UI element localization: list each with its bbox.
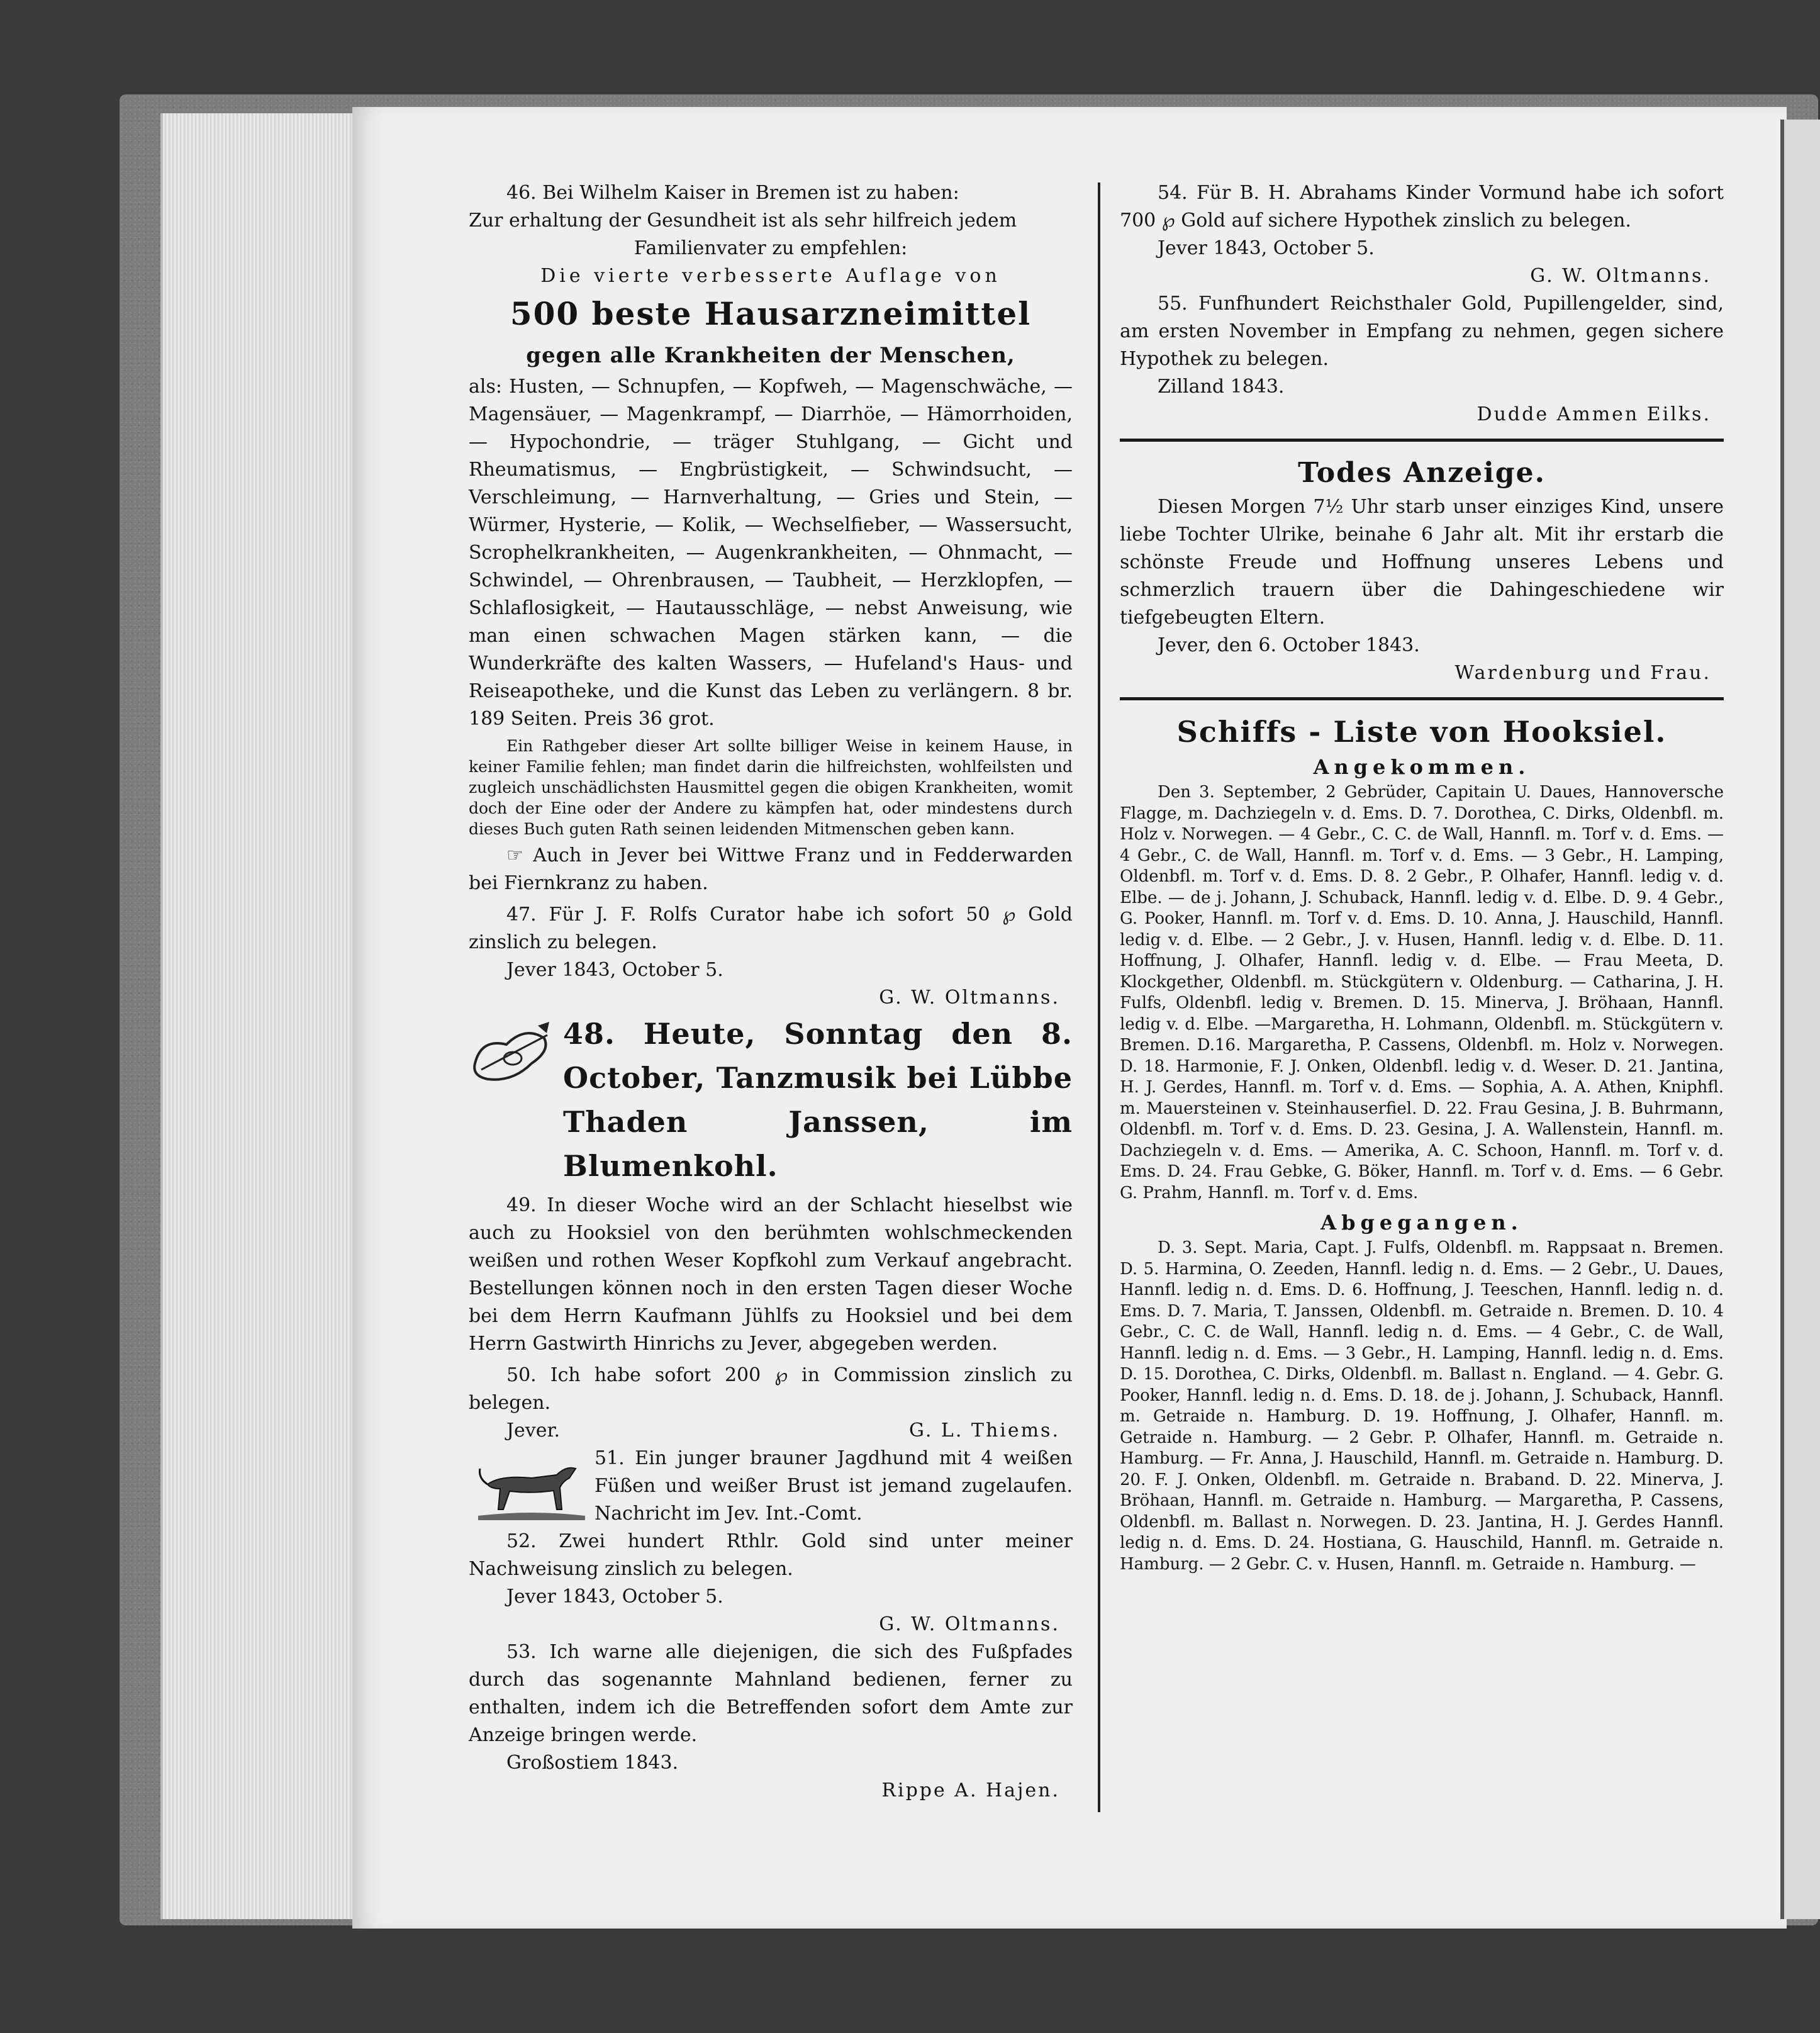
ad-50-signature: G. L. Thiems. (908, 1420, 1060, 1442)
column-divider (1098, 182, 1100, 1812)
ad-55 (1120, 290, 1724, 428)
ad-55-place: Zilland 1843. (1158, 376, 1285, 398)
page-edges (160, 113, 371, 1919)
next-page-edge (1780, 120, 1820, 1919)
ad-47-place: Jever 1843, October 5. (506, 959, 723, 981)
death-notice-text: Diesen Morgen 7½ Uhr starb unser einziges Kind, unsere liebe Tochter Ulrike, beinahe 6 Jahr alt. Mit ihr erstarb die schönste Freude und Hoffnung unseres Lebens und schmerzlich trauern über die Dahingeschiedene wir tiefgebeugten Eltern. (1120, 496, 1724, 629)
right-column (1120, 179, 1724, 1575)
ad-54 (1120, 179, 1724, 290)
ad-53-text: 53. Ich warne alle diejenigen, die sich des Fußpfades durch das sogenannte Mahnland bedienen, ferner zu enthalten, indem ich die Betreffenden sofort dem Amte zur Anzeige bringen werde. (469, 1641, 1073, 1746)
ad-46-line2: Zur erhaltung der Gesundheit ist als sehr hilfreich jedem (469, 210, 1017, 232)
ad-47-signature: G. W. Oltmanns. (879, 987, 1060, 1009)
section-rule (1120, 697, 1724, 700)
left-column (469, 179, 1073, 1805)
ad-52-signature: G. W. Oltmanns. (879, 1613, 1060, 1635)
ad-46-edition: Die vierte verbesserte Auflage von (540, 265, 1001, 287)
ad-53 (469, 1638, 1073, 1805)
ad-55-signature: Dudde Ammen Eilks. (1477, 403, 1711, 425)
death-notice-place: Jever, den 6. October 1843. (1158, 634, 1420, 656)
ad-47 (469, 901, 1073, 1012)
ad-46 (469, 179, 1073, 897)
ad-50 (469, 1362, 1073, 1445)
section-rule (1120, 439, 1724, 442)
ad-53-signature: Rippe A. Hajen. (881, 1779, 1060, 1801)
ad-46-also: ☞ Auch in Jever bei Wittwe Franz und in Fedderwarden bei Fiernkranz zu haben. (469, 844, 1073, 894)
ad-47-text: 47. Für J. F. Rolfs Curator habe ich sofort 50 ℘ Gold zinslich zu belegen. (469, 904, 1073, 953)
ship-list (1120, 712, 1724, 1575)
musical-instrument-icon (469, 1019, 557, 1091)
ad-54-place: Jever 1843, October 5. (1158, 237, 1375, 259)
ad-49 (469, 1192, 1073, 1358)
ad-54-signature: G. W. Oltmanns. (1530, 265, 1711, 287)
ad-49-text: 49. In dieser Woche wird an der Schlacht hieselbst wie auch zu Hooksiel von den berühmten wohlschmeckenden weißen und rothen Weser Kopfkohl zum Verkauf angebracht. Bestellungen können noch in den ersten Tagen dieser Woche bei dem Herrn Kaufmann Jühlfs zu Hooksiel und bei dem Herrn Gastwirth Hinrichs zu Jever, abgegeben werden. (469, 1194, 1073, 1355)
ad-46-line3: Familienvater zu empfehlen: (634, 237, 908, 259)
ad-51 (469, 1445, 1073, 1528)
ad-52 (469, 1528, 1073, 1638)
ad-46-note: Ein Rathgeber dieser Art sollte billiger Weise in keinem Hause, in keiner Familie fehlen; man findet darin die hilfreichsten, wohlfeilsten und zugleich unschädlichsten Hausmittel gegen die obigen Krankheiten, womit doch der Eine oder der Andere zu kämpfen hat, oder mindestens durch dieses Buch guten Rath seinen leidenden Mitmenschen geben kann. (469, 737, 1073, 838)
ad-48-text: 48. Heute, Sonntag den 8. October, Tanzmusik bei Lübbe Thaden Janssen, im Blumenkohl. (563, 1017, 1073, 1183)
ad-51-text: 51. Ein junger brauner Jagdhund mit 4 weißen Füßen und weißer Brust ist jemand zugelaufen. Nachricht im Jev. Int.-Comt. (595, 1447, 1073, 1525)
ad-50-text: 50. Ich habe sofort 200 ℘ in Commission zinslich zu belegen. (469, 1364, 1073, 1414)
ad-46-body: als: Husten, — Schnupfen, — Kopfweh, — Magenschwäche, — Magensäuer, — Magenkrampf, — Diarrhöe, — Hämorrhoiden, — Hypochondrie, — träger Stuhlgang, — Gicht und Rheumatismus, — Engbrüstigkeit, — Schwindsucht, — Verschleimung, — Harnverhaltung, — Gries und Stein, — Würmer, Hysterie, — Kolik, — Wechselfieber, — Wassersucht, Scrophelkrankheiten, — Augenkrankheiten, — Ohnmacht, — Schwindel, — Ohrenbrausen, — Taubheit, — Herzklopfen, — Schlaflosigkeit, — Hautausschläge, — nebst Anweisung, wie man einen schwachen Magen stärken kann, — die Wunderkräfte des kalten Wassers, — Hufeland's Haus- und Reiseapotheke, und die Kunst das Leben zu verlängern. 8 br. 189 Seiten. Preis 36 grot. (469, 376, 1073, 730)
death-notice-signature: Wardenburg und Frau. (1454, 662, 1711, 684)
ad-53-place: Großostiem 1843. (506, 1752, 679, 1774)
ship-list-departed-label: Abgegangen. (1320, 1211, 1523, 1235)
ad-54-text: 54. Für B. H. Abrahams Kinder Vormund habe ich sofort 700 ℘ Gold auf sichere Hypothek zinslich zu belegen. (1120, 182, 1724, 232)
ad-46-title: 500 beste Hausarzneimittel (510, 295, 1032, 332)
ship-list-arrived-label: Angekommen. (1313, 755, 1531, 779)
ad-48 (469, 1012, 1073, 1188)
ad-52-place: Jever 1843, October 5. (506, 1586, 723, 1608)
ad-55-text: 55. Funfhundert Reichsthaler Gold, Pupillengelder, sind, am ersten November in Empfang zu nehmen, gegen sichere Hypothek zu belegen. (1120, 293, 1724, 370)
ad-52-text: 52. Zwei hundert Rthlr. Gold sind unter meiner Nachweisung zinslich zu belegen. (469, 1530, 1073, 1580)
hunting-dog-icon (475, 1450, 588, 1528)
ad-46-subtitle: gegen alle Krankheiten der Menschen, (526, 343, 1015, 368)
ship-list-arrived: Den 3. September, 2 Gebrüder, Capitain U. Daues, Hannoversche Flagge, m. Dachziegeln v. d. Ems. D. 7. Dorothea, C. Dirks, Oldenbfl. m. Holz v. Norwegen. — 4 Gebr., C. C. de Wall, Hannfl. m. Torf v. d. Ems. — 4 Gebr., C. de Wall, Hannfl. m. Torf v. d. Ems. — 3 Gebr., H. Lamping, Oldenbfl. m. Torf v. d. Ems. D. 8. 2 Gebr., P. Olhafer, Hannfl. ledig v. d. Elbe. — de j. Johann, J. Schuback, Hannfl. ledig v. d. Elbe. D. 9. 4 Gebr., G. Pooker, Hannfl. m. Torf v. d. Ems. D. 10. Anna, J. Hauschild, Hannfl. ledig v. d. Elbe. — 2 Gebr., J. v. Husen, Hannfl. ledig v. d. Elbe. D. 11. Hoffnung, J. Olhafer, Hannfl. ledig v. d. Elbe. — Frau Meeta, D. Klockgether, Oldenbfl. m. Stückgütern v. Oldenburg. — Catharina, J. H. Fulfs, Oldenbfl. ledig v. Bremen. D. 15. Minerva, J. Bröhaan, Hannfl. ledig v. d. Elbe. —Margaretha, H. Lohmann, Oldenbfl. m. Stückgütern v. Bremen. D.16. Margaretha, P. Cassens, Oldenbfl. m. Holz v. Norwegen. D. 18. Harmonie, F. J. Onken, Oldenbfl. ledig v. d. Weser. D. 21. Jantina, H. J. Gerdes, Hannfl. m. Torf v. d. Ems. — Sophia, A. A. Athen, Kniphfl. m. Mauersteinen v. Steinhauserfiel. D. 22. Frau Gesina, J. B. Buhrmann, Oldenbfl. m. Torf v. d. Ems. D. 23. Gesina, J. A. Wallenstein, Hannfl. m. Dachziegeln v. d. Ems. — Amerika, A. C. Schoon, Hannfl. m. Torf v. d. Ems. D. 24. Frau Gebke, G. Böker, Hannfl. m. Torf v. d. Ems. — 6 Gebr. G. Prahm, Hannfl. m. Torf v. d. Ems. (1120, 783, 1724, 1202)
ship-list-departed: D. 3. Sept. Maria, Capt. J. Fulfs, Oldenbfl. m. Rappsaat n. Bremen. D. 5. Harmina, O. Zeeden, Hannfl. ledig n. d. Ems. — 2 Gebr., U. Daues, Hannfl. ledig n. d. Ems. D. 6. Hoffnung, J. Teeschen, Hannfl. ledig n. d. Ems. D. 7. Maria, T. Janssen, Oldenbfl. m. Getraide n. Bremen. D. 10. 4 Gebr., C. C. de Wall, Hannfl. ledig n. d. Ems. — 4 Gebr., C. de Wall, Hannfl. ledig n. d. Ems. — 3 Gebr., H. Lamping, Hannfl. ledig n. d. Ems. D. 15. Dorothea, C. Dirks, Oldenbfl. m. Ballast n. England. — 4. Gebr. G. Pooker, Hannfl. ledig n. d. Ems. D. 18. de j. Johann, J. Schuback, Hannfl. m. Getraide n. Hamburg. D. 19. Hoffnung, J. Olhafer, Hannfl. m. Getraide n. Hamburg. — 2 Gebr. P. Olhafer, Hannfl. m. Getraide n. Hamburg. — Fr. Anna, J. Hauschild, Hannfl. m. Getraide n. Hamburg. D. 20. F. J. Onken, Oldenbfl. m. Getraide n. Braband. D. 22. Minerva, J. Bröhaan, Hannfl. m. Getraide n. Hamburg. — Margaretha, P. Cassens, Oldenbfl. m. Ballast n. Norwegen. D. 23. Jantina, H. J. Gerdes Hannfl. ledig n. d. Ems. D. 24. Hostiana, G. Hauschild, Hannfl. m. Getraide n. Hamburg. — 2 Gebr. C. v. Husen, Hannfl. m. Getraide n. Hamburg. — (1120, 1238, 1724, 1574)
ship-list-heading: Schiffs - Liste von Hooksiel. (1176, 715, 1667, 749)
ad-50-place: Jever. (506, 1420, 561, 1442)
ad-46-intro: 46. Bei Wilhelm Kaiser in Bremen ist zu haben: (506, 182, 959, 204)
death-notice (1120, 453, 1724, 687)
death-notice-heading: Todes Anzeige. (1298, 457, 1546, 489)
